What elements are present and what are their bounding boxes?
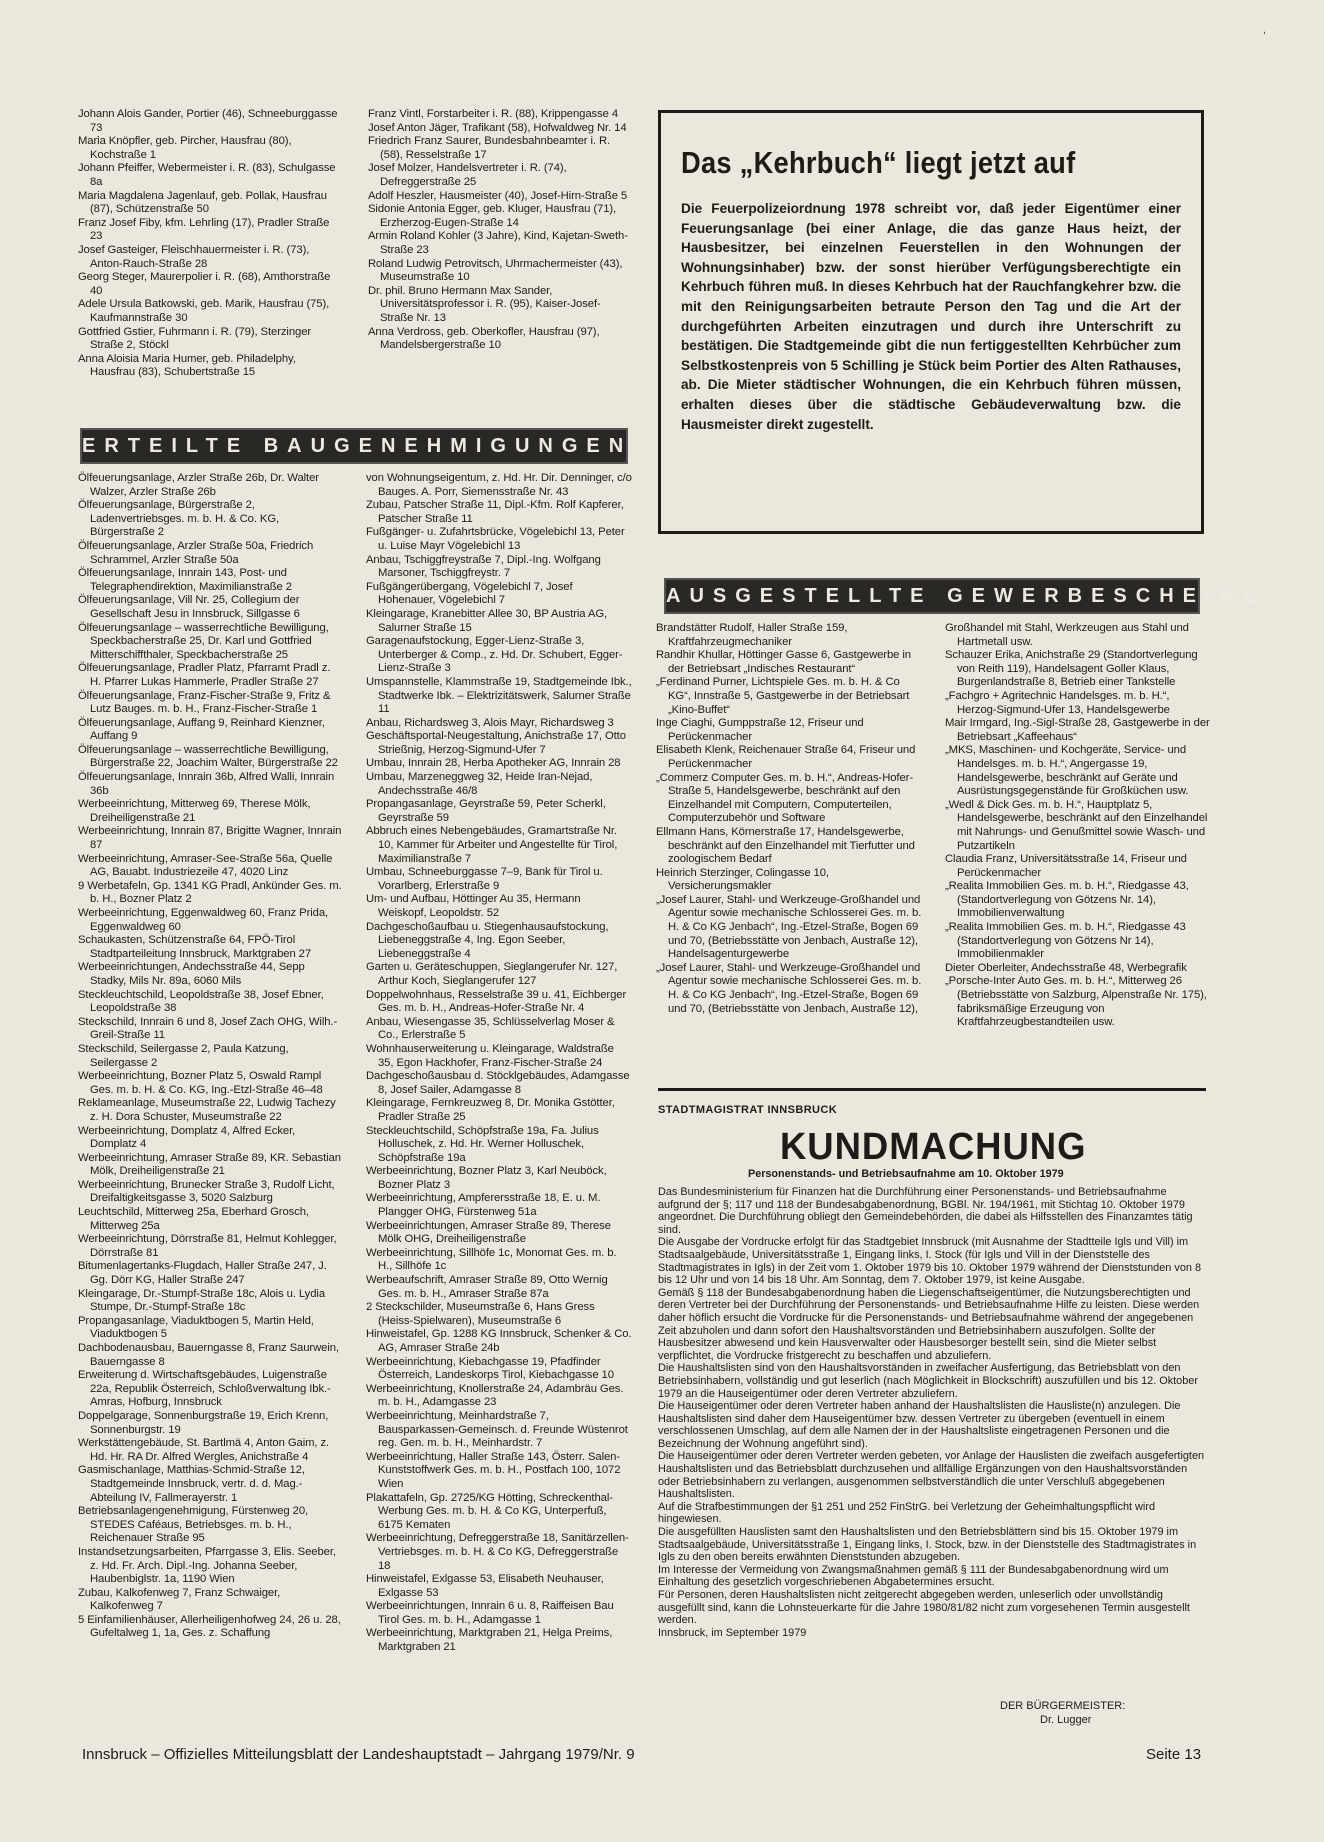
list-item: Ölfeuerungsanlage – wasserrechtliche Bewilligung, Speckbacherstraße 25, Dr. Karl und Gottfried Mitterschiffthaler, Speckbacherstraße 25 <box>78 621 329 661</box>
kundmachung-paragraph: Die Ausgabe der Vordrucke erfolgt für das Stadtgebiet Innsbruck (mit Ausnahme der Stadtteile Igls und Vill) im Stadtsaalgebäude, Universitätsstraße 1, Eingang links, I. Stock (für Igls und Vill in der Dienststelle des Stadtmagistrates in Igls) in der Zeit vom 1. Oktober 1979 bis 10. Oktober 1979 während der Dienststunden von 8 bis 12 Uhr und von 14 bis 18 Uhr. Am Sonntag, dem 7. Oktober 1979, ist keine Ausgabe. <box>658 1236 1202 1287</box>
list-item: Schauzer Erika, Anichstraße 29 (Standortverlegung von Reith 119), Handelsagent Goller Klaus, Burgenlandstraße 8, Betrieb einer Tankstelle <box>945 649 1198 689</box>
list-item: Mair Irmgard, Ing.-Sigl-Straße 28, Gastgewerbe in der Betriebsart „Kaffeehaus“ <box>945 717 1210 743</box>
list-item: Ölfeuerungsanlage, Arzler Straße 50a, Friedrich Schrammel, Arzler Straße 50a <box>78 539 314 566</box>
signature-name: Dr. Lugger <box>1040 1714 1092 1726</box>
list-item: „MKS, Maschinen- und Kochgeräte, Service- und Handelsges. m. b. H.“, Angergasse 19, Handelsgewerbe, beschränkt auf Geräte und Ausrüstungsgegenstände für Großküchen usw. <box>945 744 1189 798</box>
list-item: Steckschild, Seilergasse 2, Paula Katzung, Seilergasse 2 <box>78 1042 289 1069</box>
list-item: Doppelgarage, Sonnenburgstraße 19, Erich Krenn, Sonnenburgstr. 19 <box>78 1409 329 1436</box>
list-item: Propangasanlage, Geyrstraße 59, Peter Scherkl, Geyrstraße 59 <box>366 798 606 824</box>
list-item: Anna Aloisia Maria Humer, geb. Philadelphy, Hausfrau (83), Schubertstraße 15 <box>78 352 296 379</box>
list-item: Garten u. Geräteschuppen, Sieglangerufer Nr. 127, Arthur Koch, Sieglangerufer 127 <box>366 961 618 987</box>
list-item: Geschäftsportal-Neugestaltung, Anichstraße 17, Otto Strießnig, Herzog-Sigmund-Ufer 7 <box>366 730 626 756</box>
list-item: Werbeeinrichtung, Haller Straße 143, Österr. Salen-Kunststoffwerk Ges. m. b. H., Postfach 100, 1072 Wien <box>366 1450 621 1490</box>
list-item: „Commerz Computer Ges. m. b. H.“, Andreas-Hofer-Straße 5, Handelsgewerbe, beschränkt auf den Einzelhandel mit Computern, Computerteilen, Computerzubehör und Software <box>656 771 913 825</box>
list-item: Ölfeuerungsanlage, Auffang 9, Reinhard Kienzner, Auffang 9 <box>78 716 325 743</box>
list-item: Ölfeuerungsanlage, Franz-Fischer-Straße 9, Fritz & Lutz Bauges. m. b. H., Franz-Fischer-Straße 1 <box>78 689 331 716</box>
list-item: Maria Magdalena Jagenlauf, geb. Pollak, Hausfrau (87), Schützenstraße 50 <box>78 189 327 216</box>
banner-gewerbescheine: AUSGESTELLTE GEWERBESCHEINE <box>664 578 1200 614</box>
list-item: Maria Knöpfler, geb. Pircher, Hausfrau (80), Kochstraße 1 <box>78 135 292 161</box>
list-item: Plakattafeln, Gp. 2725/KG Hötting, Schreckenthal-Werbung Ges. m. b. H. & Co KG, Unterperfuß, 6175 Kematen <box>366 1491 613 1531</box>
list-item: Werbeeinrichtung, Eggenwaldweg 60, Franz Prida, Eggenwaldweg 60 <box>78 907 329 933</box>
list-item: Reklameanlage, Museumstraße 22, Ludwig Tachezy z. H. Dora Schuster, Museumstraße 22 <box>78 1097 336 1123</box>
list-item: Wohnhauserweiterung u. Kleingarage, Waldstraße 35, Egon Hackhofer, Franz-Fischer-Straße 24 <box>366 1042 614 1069</box>
list-item: Hinweistafel, Gp. 1288 KG Innsbruck, Schenker & Co. AG, Amraser Straße 24b <box>366 1328 632 1354</box>
list-item: Ölfeuerungsanlage, Arzler Straße 26b, Dr. Walter Walzer, Arzler Straße 26b <box>78 472 319 498</box>
list-item: Steckleuchtschild, Schöpfstraße 19a, Fa. Julius Holluschek, z. Hd. Hr. Werner Holluschek, Schöpfstraße 19a <box>366 1124 599 1164</box>
list-item: Fußgänger- u. Zufahrtsbrücke, Vögelebichl 13, Peter u. Luise Mayr Vögelebichl 13 <box>366 526 625 552</box>
list-item: Leuchtschild, Mitterweg 25a, Eberhard Grosch, Mitterweg 25a <box>78 1206 309 1232</box>
kundmachung-body <box>658 1186 1210 1706</box>
list-item: Brandstätter Rudolf, Haller Straße 159, Kraftfahrzeugmechaniker <box>656 622 848 648</box>
kundmachung-paragraph: Innsbruck, im September 1979 <box>658 1626 807 1639</box>
list-item: Hinweistafel, Exlgasse 53, Elisabeth Neuhauser, Exlgasse 53 <box>366 1573 604 1599</box>
list-item: Zubau, Kalkofenweg 7, Franz Schwaiger, Kalkofenweg 7 <box>78 1586 281 1613</box>
list-item: Randhir Khullar, Höttinger Gasse 6, Gastgewerbe in der Betriebsart „Indisches Restaurant“ <box>656 649 911 675</box>
list-item: Ellmann Hans, Körnerstraße 17, Handelsgewerbe, beschränkt auf den Einzelhandel mit Tierfutter und zoologischem Bedarf <box>656 825 915 866</box>
kundmachung-title: KUNDMACHUNG <box>780 1126 1087 1168</box>
list-item: „Fachgro + Agritechnic Handelsges. m. b. H.“, Herzog-Sigmund-Ufer 13, Handelsgewerbe <box>945 689 1170 716</box>
kundmachung-paragraph: Die Hauseigentümer oder deren Vertreter haben anhand der Haushaltslisten die Hausliste(n) anzulegen. Die Haushaltslisten sind daher dem Hauseigentümer bzw. dessen Vertreter zu übergeben (eventuell in einem verschlossenen Umschlag, auf dem alle Namen der in der Haushaltsliste eingetragenen Personen und die Bezeichnung der Wohnung angeführt sind). <box>658 1400 1181 1450</box>
list-item: Kleingarage, Fernkreuzweg 8, Dr. Monika Gstötter, Pradler Straße 25 <box>366 1097 615 1123</box>
list-item: Inge Ciaghi, Gumppstraße 12, Friseur und Perückenmacher <box>656 717 864 743</box>
list-item: Anna Verdross, geb. Oberkofler, Hausfrau (97), Mandelsbergerstraße 10 <box>368 325 600 352</box>
list-item: Ölfeuerungsanlage, Innrain 36b, Alfred Walli, Innrain 36b <box>78 771 335 797</box>
list-item: Adolf Heszler, Hausmeister (40), Josef-Hirn-Straße 5 <box>368 189 628 202</box>
list-item: Ölfeuerungsanlage, Innrain 143, Post- und Telegraphendirektion, Maximilianstraße 2 <box>78 567 292 593</box>
list-item: Instandsetzungsarbeiten, Pfarrgasse 3, Elis. Seeber, z. Hd. Fr. Arch. Dipl.-Ing. Johanna Seeber, Haubenbiglstr. 1a, 1190 Wien <box>78 1545 336 1586</box>
list-item: von Wohnungseigentum, z. Hd. Hr. Dir. Denninger, c/o Bauges. A. Porr, Siemensstraße Nr. 43 <box>366 472 632 498</box>
list-item: Ölfeuerungsanlage, Bürgerstraße 2, Ladenvertriebsges. m. b. H. & Co. KG, Bürgerstraße 2 <box>78 499 280 539</box>
list-item: Werbeeinrichtungen, Andechsstraße 44, Sepp Stadky, Mils Nr. 89a, 6060 Mils <box>78 961 305 987</box>
list-item: Propangasanlage, Viaduktbogen 5, Martin Held, Viaduktbogen 5 <box>78 1314 314 1341</box>
list-item: Sidonie Antonia Egger, geb. Kluger, Hausfrau (71), Erzherzog-Eugen-Straße 14 <box>368 203 617 229</box>
list-item: Umspannstelle, Klammstraße 19, Stadtgemeinde Ibk., Stadtwerke Ibk. – Elektrizitätswerk, Salurner Straße 11 <box>366 675 632 716</box>
list-item: „Wedl & Dick Ges. m. b. H.“, Hauptplatz 5, Handelsgewerbe, beschränkt auf den Einzelhandel mit Nahrungs- und Genußmittel sowie Wasch- und Putzartikeln <box>945 798 1208 852</box>
footer-publication: Innsbruck – Offizielles Mitteilungsblatt der Landeshauptstadt – Jahrgang 1979/Nr. 9 <box>82 1746 635 1763</box>
list-item: Umbau, Innrain 28, Herba Apotheker AG, Innrain 28 <box>366 757 621 770</box>
list-item: 5 Einfamilienhäuser, Allerheiligenhofweg 24, 26 u. 28, Gufeltalweg 1, 1a, Ges. z. Schaffung <box>78 1613 341 1640</box>
list-item: Werbeeinrichtung, Kiebachgasse 19, Pfadfinder Österreich, Landeskorps Tirol, Kiebachgasse 10 <box>366 1355 614 1382</box>
list-item: Georg Steger, Maurerpolier i. R. (68), Amthorstraße 40 <box>78 271 331 297</box>
list-item: 9 Werbetafeln, Gp. 1341 KG Pradl, Ankünder Ges. m. b. H., Bozner Platz 2 <box>78 879 342 906</box>
list-item: Claudia Franz, Universitätsstraße 14, Friseur und Perückenmacher <box>945 853 1187 879</box>
list-item: Werbeeinrichtung, Innrain 87, Brigitte Wagner, Innrain 87 <box>78 825 342 852</box>
list-item: Anbau, Tschiggfreystraße 7, Dipl.-Ing. Wolfgang Marsoner, Tschiggfreystr. 7 <box>366 553 601 580</box>
list-item: Dachgeschoßaufbau u. Stiegenhausaufstockung, Liebeneggstraße 4, Ing. Egon Seeber, Liebeneggstraße 4 <box>366 920 609 960</box>
kundmachung-paragraph: Gemäß § 118 der Bundesabgabenordnung haben die Liegenschaftseigentümer, die Nutzungsberechtigten und deren Vertreter bei der Durchführung der Personenstands- und Betriebsaufnahme Hilfe zu leisten. Diese werden daher höflich ersucht die Vordrucke für die Personenstands- und Betriebsaufnahme während der angegebenen Zeit abzuholen und dann sofort den Haushaltsvorständen und Betriebsinhabern auszufolgen. Sollte der Hausbesitzer abwesend und kein Hausverwalter oder Hausbesorger bestellt sein, sind die Mieter selbst verpflichtet, die Vordrucke fristgerecht zu beschaffen und abzuliefern. <box>658 1286 1200 1362</box>
list-item: Franz Josef Fiby, kfm. Lehrling (17), Pradler Straße 23 <box>78 216 330 243</box>
list-item: „Ferdinand Purner, Lichtspiele Ges. m. b. H. & Co KG“, Innstraße 5, Gastgewerbe in der Betriebsart „Kino-Buffet“ <box>656 676 910 716</box>
list-item: Um- und Aufbau, Höttinger Au 35, Hermann Weiskopf, Leopoldstr. 52 <box>366 893 581 919</box>
list-item: Anbau, Richardsweg 3, Alois Mayr, Richardsweg 3 <box>366 716 614 729</box>
list-item: Werbeeinrichtung, Bozner Platz 5, Oswald Rampl Ges. m. b. H. & Co. KG, Ing.-Etzl-Straße 46–48 <box>78 1070 323 1096</box>
list-item: Werbeeinrichtung, Ampferersstraße 18, E. u. M. Plangger OHG, Fürstenweg 51a <box>366 1192 601 1219</box>
banner-baugenehmigungen: ERTEILTE BAUGENEHMIGUNGEN <box>80 428 628 464</box>
list-item: Erweiterung d. Wirtschaftsgebäudes, Luigenstraße 22a, Republik Österreich, Schloßverwaltung Ibk.-Amras, Hofburg, Innsbruck <box>78 1369 331 1409</box>
notice-body: Die Feuerpolizeiordnung 1978 schreibt vor, daß jeder Eigentümer einer Feuerungsanlage (bei einer Anlage, die das ganze Haus heizt, der Hausbesitzer, bei einzelnen Feuerstellen in den Wohnungen der Wohnungsinhaber) bzw. der sonst hierüber Verfügungsberechtigte ein Kehrbuch führen muß. In dieses Kehrbuch hat der Rauchfangkehrer bzw. die mit den Reinigungsarbeiten betraute Person den Tag und die Art der durchgeführten Arbeiten einzutragen und durch ihre Unterschrift zu bestätigen. Die Stadtgemeinde gibt die nun fertiggestellten Kehrbücher zum Selbstkostenpreis von 5 Schilling je Stück beim Portier des Alten Rathauses, ab. Die Mieter städtischer Wohnungen, die ein Kehrbuch führen müssen, erhalten dieses über die städtische Gebäudeverwaltung bzw. die Hausmeister direkt zugestellt. <box>681 201 1181 432</box>
list-item: „Porsche-Inter Auto Ges. m. b. H.“, Mitterweg 26 (Betriebsstätte von Salzburg, Alpenstraße Nr. 175), fabriksmäßige Erzeugung von Kraftfahrzeugbestandteilen usw. <box>945 975 1207 1029</box>
kundmachung-paragraph: Im Interesse der Vermeidung von Zwangsmaßnahmen gemäß § 111 der Bundesabgabenordnung wird um Einhaltung des gesetzlich vorgeschriebenen Abgabetermines ersucht. <box>658 1563 1169 1589</box>
list-item: Ölfeuerungsanlage, Pradler Platz, Pfarramt Pradl z. H. Pfarrer Lukas Hammerle, Pradler Straße 27 <box>78 662 331 688</box>
list-item: Werbeeinrichtung, Amraser-See-Straße 56a, Quelle AG, Bauabt. Industriezeile 47, 4020 Linz <box>78 852 333 879</box>
list-item: Anbau, Wiesengasse 35, Schlüsselverlag Moser & Co., Erlerstraße 5 <box>366 1015 615 1042</box>
list-item: Werbeeinrichtung, Marktgraben 21, Helga Preims, Marktgraben 21 <box>366 1627 613 1654</box>
kundmachung-paragraph: Für Personen, deren Haushaltslisten nicht zeitgerecht abgegeben werden, unleserlich oder unvollständig ausgefüllt sind, kann die Lohnsteuerkarte für die Jahre 1980/81/82 nicht zum vorgesehenen Termin ausgestellt werden. <box>658 1589 1190 1627</box>
list-item: Kleingarage, Dr.-Stumpf-Straße 18c, Alois u. Lydia Stumpe, Dr.-Stumpf-Straße 18c <box>78 1287 326 1314</box>
divider-rule <box>658 1088 1206 1091</box>
list-item: Abbruch eines Nebengebäudes, Gramartstraße Nr. 10, Kammer für Arbeiter und Angestellte für Tirol, Maximilianstraße 7 <box>366 825 618 865</box>
death-notices-left <box>78 108 342 398</box>
list-item: Schaukasten, Schützenstraße 64, FPÖ-Tirol Stadtparteileitung Innsbruck, Marktgraben 27 <box>78 934 312 960</box>
list-item: Werbeeinrichtung, Sillhöfe 1c, Monomat Ges. m. b. H., Sillhöfe 1c <box>366 1246 617 1273</box>
list-item: Dr. phil. Bruno Hermann Max Sander, Universitätsprofessor i. R. (95), Kaiser-Josef-Straße Nr. 13 <box>368 284 601 324</box>
list-item: Werbeeinrichtung, Dörrstraße 81, Helmut Kohlegger, Dörrstraße 81 <box>78 1233 337 1259</box>
list-item: Dachbodenausbau, Bauerngasse 8, Franz Saurwein, Bauerngasse 8 <box>78 1342 339 1368</box>
list-item: Garagenaufstockung, Egger-Lienz-Straße 3, Unterberger & Comp., z. Hd. Dr. Schubert, Egger-Lienz-Straße 3 <box>366 635 623 675</box>
list-item: Heinrich Sterzinger, Colingasse 10, Versicherungsmakler <box>656 866 829 893</box>
kundmachung-paragraph: Die ausgefüllten Hauslisten samt den Haushaltslisten und den Betriebsblättern sind bis 15. Oktober 1979 im Stadtsaalgebäude, Universitätsstraße 1, Eingang links, I. Stock, bzw. in der Dienststelle des Stadtmagistrates in Igls zu den oben bereits erwähnten Dienststunden abzugeben. <box>658 1526 1197 1564</box>
kundmachung-subtitle: Personenstands- und Betriebsaufnahme am 10. Oktober 1979 <box>748 1168 1064 1180</box>
list-item: Armin Roland Kohler (3 Jahre), Kind, Kajetan-Sweth-Straße 23 <box>368 230 628 256</box>
list-item: Elisabeth Klenk, Reichenauer Straße 64, Friseur und Perückenmacher <box>656 744 916 770</box>
list-item: Gasmischanlage, Matthias-Schmid-Straße 12, Stadtgemeinde Innsbruck, vertr. d. d. Mag.-Abteilung IV, Fallmerayerstr. 1 <box>78 1464 305 1504</box>
signature-title: DER BÜRGERMEISTER: <box>1000 1700 1126 1712</box>
list-item: Werbeeinrichtung, Defreggerstraße 18, Sanitärzellen-Vertriebsges. m. b. H. & Co KG, Defreggerstraße 18 <box>366 1532 629 1572</box>
list-item: Fußgängerübergang, Vögelebichl 7, Josef Hohenauer, Vögelebichl 7 <box>366 580 573 607</box>
kehrbuch-notice-box <box>658 110 1204 534</box>
list-item: Josef Gasteiger, Fleischhauermeister i. R. (73), Anton-Rauch-Straße 28 <box>78 243 310 270</box>
scan-mark-icon: ˌ <box>1262 18 1267 34</box>
office-heading: STADTMAGISTRAT INNSBRUCK <box>658 1104 838 1116</box>
footer-page-number: Seite 13 <box>1146 1746 1202 1763</box>
list-item: Josef Anton Jäger, Trafikant (58), Hofwaldweg Nr. 14 <box>368 121 627 134</box>
list-item: Werbeeinrichtungen, Amraser Straße 89, Therese Mölk OHG, Dreiheiligenstraße <box>366 1219 611 1246</box>
list-item: Ölfeuerungsanlage – wasserrechtliche Bewilligung, Bürgerstraße 22, Joachim Walter, Bürgerstraße 22 <box>78 743 338 770</box>
list-item: Werkstättengebäude, St. Bartlmä 4, Anton Gaim, z. Hd. Hr. RA Dr. Alfred Wergles, Anichstraße 4 <box>78 1437 330 1463</box>
list-item: 2 Steckschilder, Museumstraße 6, Hans Gress (Heiss-Spielwaren), Museumstraße 6 <box>366 1301 595 1327</box>
list-item: Bitumenlagertanks-Flugdach, Haller Straße 247, J. Gg. Dörr KG, Haller Straße 247 <box>78 1260 327 1287</box>
list-item: Kleingarage, Kranebitter Allee 30, BP Austria AG, Salurner Straße 15 <box>366 607 608 634</box>
list-item: Großhandel mit Stahl, Werkzeugen aus Stahl und Hartmetall usw. <box>945 622 1189 648</box>
death-notices-right <box>368 108 632 398</box>
list-item: Werbeaufschrift, Amraser Straße 89, Otto Wernig Ges. m. b. H., Amraser Straße 87a <box>366 1274 608 1300</box>
list-item: Werbeeinrichtung, Domplatz 4, Alfred Ecker, Domplatz 4 <box>78 1124 296 1151</box>
list-item: Gottfried Gstier, Fuhrmann i. R. (79), Sterzinger Straße 2, Stöckl <box>78 325 312 352</box>
list-item: Umbau, Marzeneggweg 32, Heide Iran-Nejad, Andechsstraße 46/8 <box>366 771 593 797</box>
kundmachung-paragraph: Das Bundesministerium für Finanzen hat die Durchführung einer Personenstands- und Betriebsaufnahme aufgrund der §; 117 und 118 der Bundesabgabenordnung, BGBl. Nr. 194/1961, mit Stichtag 10. Oktober 1979 angeordnet. Die Durchführung obliegt den Gemeindebehörden, die dabei als Hilfsstellen des Finanzamtes tätig sind. <box>658 1186 1193 1236</box>
kundmachung-paragraph: Die Haushaltslisten sind von den Haushaltsvorständen in zweifacher Ausfertigung, das Betriebsblatt von den Betriebsinhabern, vollständig und gut leserlich (nach Möglichkeit in Blockschrift) auszufüllen und bis 12. Oktober 1979 an die Hauseigentümer oder deren Vertreter abzuliefern. <box>658 1362 1198 1400</box>
list-item: Werbeeinrichtung, Brunecker Straße 3, Rudolf Licht, Dreifaltigkeitsgasse 3, 5020 Salzburg <box>78 1178 335 1205</box>
list-item: Werbeeinrichtung, Bozner Platz 3, Karl Neuböck, Bozner Platz 3 <box>366 1165 607 1191</box>
building-permits-right <box>366 472 632 1730</box>
list-item: Werbeeinrichtung, Meinhardstraße 7, Bausparkassen-Gemeinsch. d. Freunde Wüstenrot reg. Gen. m. b. H., Meinhardstr. 7 <box>366 1409 628 1450</box>
list-item: Ölfeuerungsanlage, Vill Nr. 25, Collegium der Gesellschaft Jesu in Innsbruck, Sillgasse 6 <box>78 594 300 620</box>
list-item: Werbeeinrichtung, Knollerstraße 24, Adambräu Ges. m. b. H., Adamgasse 23 <box>366 1382 624 1409</box>
kundmachung-paragraph: Die Hauseigentümer oder deren Vertreter werden gebeten, vor Anlage der Hauslisten die zweifach ausgefertigten Haushaltslisten und das Betriebsblatt durchzusehen und allfällige Ergänzungen von den Haushaltsvorständen oder Betriebsinhabern zu verlangen, ausgenommen selbstverständlich die unter Verschluß abgegebenen Haushaltslisten. <box>658 1450 1205 1501</box>
kundmachung-paragraph: Auf die Strafbestimmungen der §1 251 und 252 FinStrG. bei Verletzung der Geheimhaltungspflicht wird hingewiesen. <box>658 1500 1156 1526</box>
list-item: Roland Ludwig Petrovitsch, Uhrmachermeister (43), Museumstraße 10 <box>368 257 623 284</box>
list-item: Johann Pfeiffer, Webermeister i. R. (83), Schulgasse 8a <box>78 162 336 188</box>
list-item: Werbeeinrichtungen, Innrain 6 u. 8, Raiffeisen Bau Tirol Ges. m. b. H., Adamgasse 1 <box>366 1600 614 1626</box>
list-item: Zubau, Patscher Straße 11, Dipl.-Kfm. Rolf Kapferer, Patscher Straße 11 <box>366 499 624 525</box>
list-item: „Realita Immobilien Ges. m. b. H.“, Riedgasse 43 (Standortverlegung von Götzens Nr 14), Immobilienmakler <box>945 921 1186 961</box>
list-item: Franz Vintl, Forstarbeiter i. R. (88), Krippengasse 4 <box>368 108 619 120</box>
list-item: Dachgeschoßausbau d. Stöcklgebäudes, Adamgasse 8, Josef Sailer, Adamgasse 8 <box>366 1070 630 1096</box>
list-item: Josef Molzer, Handelsvertreter i. R. (74), Defreggerstraße 25 <box>368 162 567 188</box>
list-item: „Realita Immobilien Ges. m. b. H.“, Riedgasse 43, (Standortverlegung von Götzens Nr. 14), Immobilienverwaltung <box>945 880 1189 920</box>
trade-licences-right <box>945 622 1211 1084</box>
trade-licences-left <box>656 622 922 1084</box>
list-item: Werbeeinrichtung, Amraser Straße 89, KR. Sebastian Mölk, Dreiheiligenstraße 21 <box>78 1151 341 1178</box>
list-item: Steckschild, Innrain 6 und 8, Josef Zach OHG, Wilh.-Greil-Straße 11 <box>78 1015 338 1042</box>
list-item: Adele Ursula Batkowski, geb. Marik, Hausfrau (75), Kaufmannstraße 30 <box>78 298 330 324</box>
building-permits-left <box>78 472 342 1730</box>
list-item: Friedrich Franz Saurer, Bundesbahnbeamter i. R. (58), Resselstraße 17 <box>368 135 611 161</box>
list-item: „Josef Laurer, Stahl- und Werkzeuge-Großhandel und Agentur sowie mechanische Schlosserei Ges. m. b. H. & Co KG Jenbach“, Ing.-Etzel-Straße, Bogen 69 und 70, (Betriebsstätte von Jenbach, Austraße 12), <box>656 961 922 1015</box>
list-item: „Josef Laurer, Stahl- und Werkzeuge-Großhandel und Agentur sowie mechanische Schlosserei Ges. m. b. H. & Co KG Jenbach“, Ing.-Etzel-Straße, Bogen 69 und 70, (Betriebsstätte von Jenbach, Austraße 12), Handelsagenturgewerbe <box>656 893 922 961</box>
list-item: Betriebsanlagengenehmigung, Fürstenweg 20, STEDES Caféaus, Betriebsges. m. b. H., Reichenauer Straße 95 <box>78 1505 309 1545</box>
notice-title: Das „Kehrbuch“ liegt jetzt auf <box>681 145 1076 180</box>
list-item: Dieter Oberleiter, Andechsstraße 48, Werbegrafik <box>945 961 1187 974</box>
list-item: Werbeeinrichtung, Mitterweg 69, Therese Mölk, Dreiheiligenstraße 21 <box>78 798 311 824</box>
list-item: Umbau, Schneeburggasse 7–9, Bank für Tirol u. Vorarlberg, Erlerstraße 9 <box>366 866 603 892</box>
list-item: Steckleuchtschild, Leopoldstraße 38, Josef Ebner, Leopoldstraße 38 <box>78 988 324 1015</box>
list-item: Johann Alois Gander, Portier (46), Schneeburggasse 73 <box>78 108 338 134</box>
list-item: Doppelwohnhaus, Resselstraße 39 u. 41, Eichberger Ges. m. b. H., Andreas-Hofer-Straße Nr. 4 <box>366 988 627 1015</box>
